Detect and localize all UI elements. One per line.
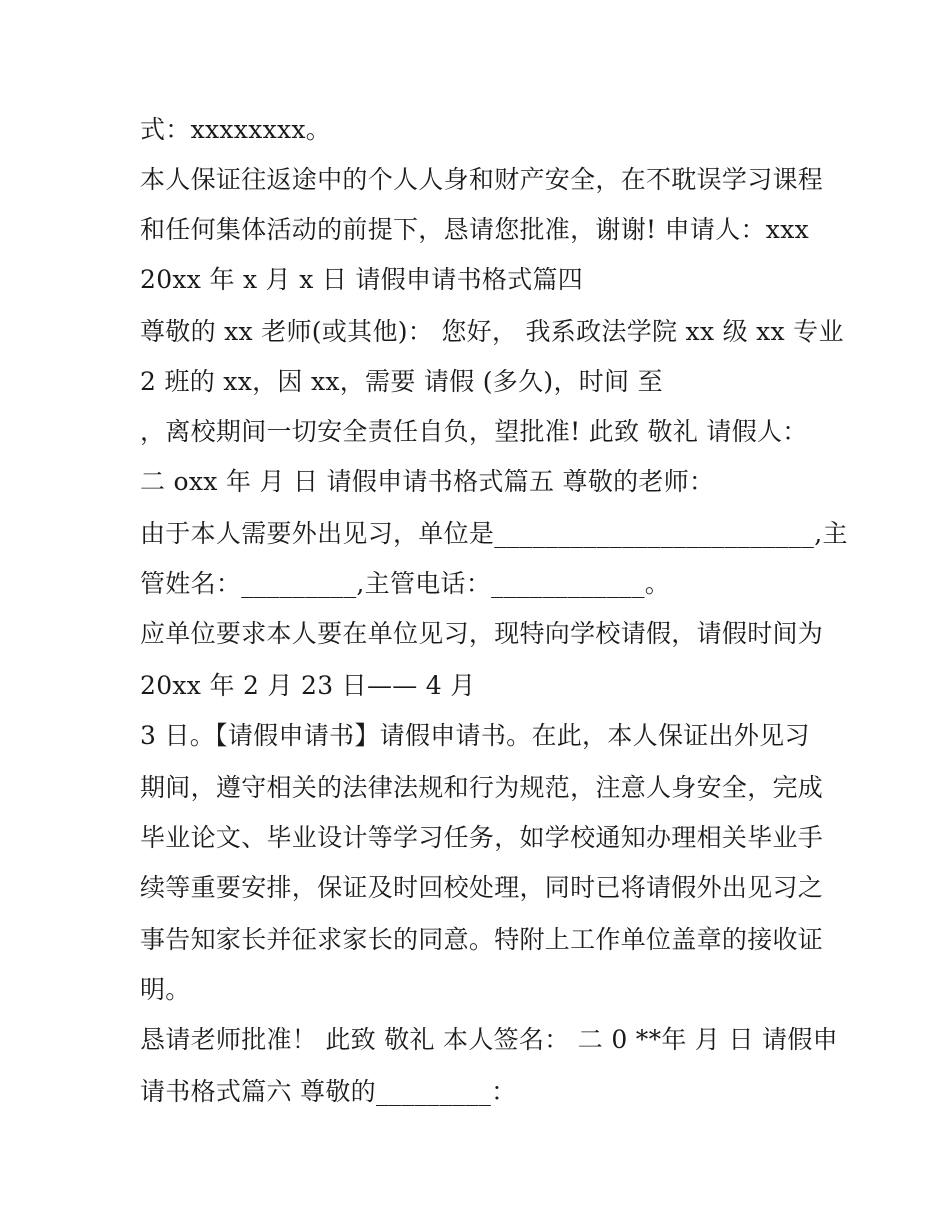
text-line: 恳请老师批准！ 此致 敬礼 本人签名： 二 0 **年 月 日 请假申 [140, 1025, 838, 1054]
text-line: 2 班的 xx，因 xx，需要 请假 (多久)，时间 至 [140, 367, 663, 396]
text-line: 二 oxx 年 月 日 请假申请书格式篇五 尊敬的老师： [140, 467, 715, 496]
text-line: 期间，遵守相关的法律法规和行为规范，注意人身安全，完成 [140, 773, 824, 802]
text-line: 本人保证往返途中的个人人身和财产安全，在不耽误学习课程 [140, 165, 824, 194]
text-line: 事告知家长并征求家长的同意。特附上工作单位盖章的接收证 [140, 925, 824, 954]
text-line: 应单位要求本人要在单位见习，现特向学校请假，请假时间为 [140, 619, 824, 648]
text-line: 管姓名：_________,主管电话：____________。 [140, 569, 671, 598]
text-line: 和任何集体活动的前提下，恳请您批准，谢谢! 申请人：xxx [140, 215, 809, 244]
text-line: 3 日。【请假申请书】请假申请书。在此，本人保证出外见习 [140, 721, 810, 750]
text-line: 20xx 年 x 月 x 日 请假申请书格式篇四 [140, 265, 584, 294]
text-line: 请书格式篇六 尊敬的_________： [140, 1077, 517, 1106]
text-line: 续等重要安排，保证及时回校处理，同时已将请假外出见习之 [140, 873, 824, 902]
text-line: ，离校期间一切安全责任自负，望批准! 此致 敬礼 请假人： [140, 417, 808, 446]
text-line: 由于本人需要外出见习，单位是_________________________,主 [140, 519, 848, 548]
text-line: 20xx 年 2 月 23 日—— 4 月 [140, 671, 476, 700]
text-line: 明。 [140, 975, 191, 1004]
text-line: 尊敬的 xx 老师(或其他)： 您好， 我系政法学院 xx 级 xx 专业 [140, 317, 844, 346]
text-line: 式：xxxxxxxx。 [140, 115, 332, 144]
text-line: 毕业论文、毕业设计等学习任务，如学校通知办理相关毕业手 [140, 823, 824, 852]
